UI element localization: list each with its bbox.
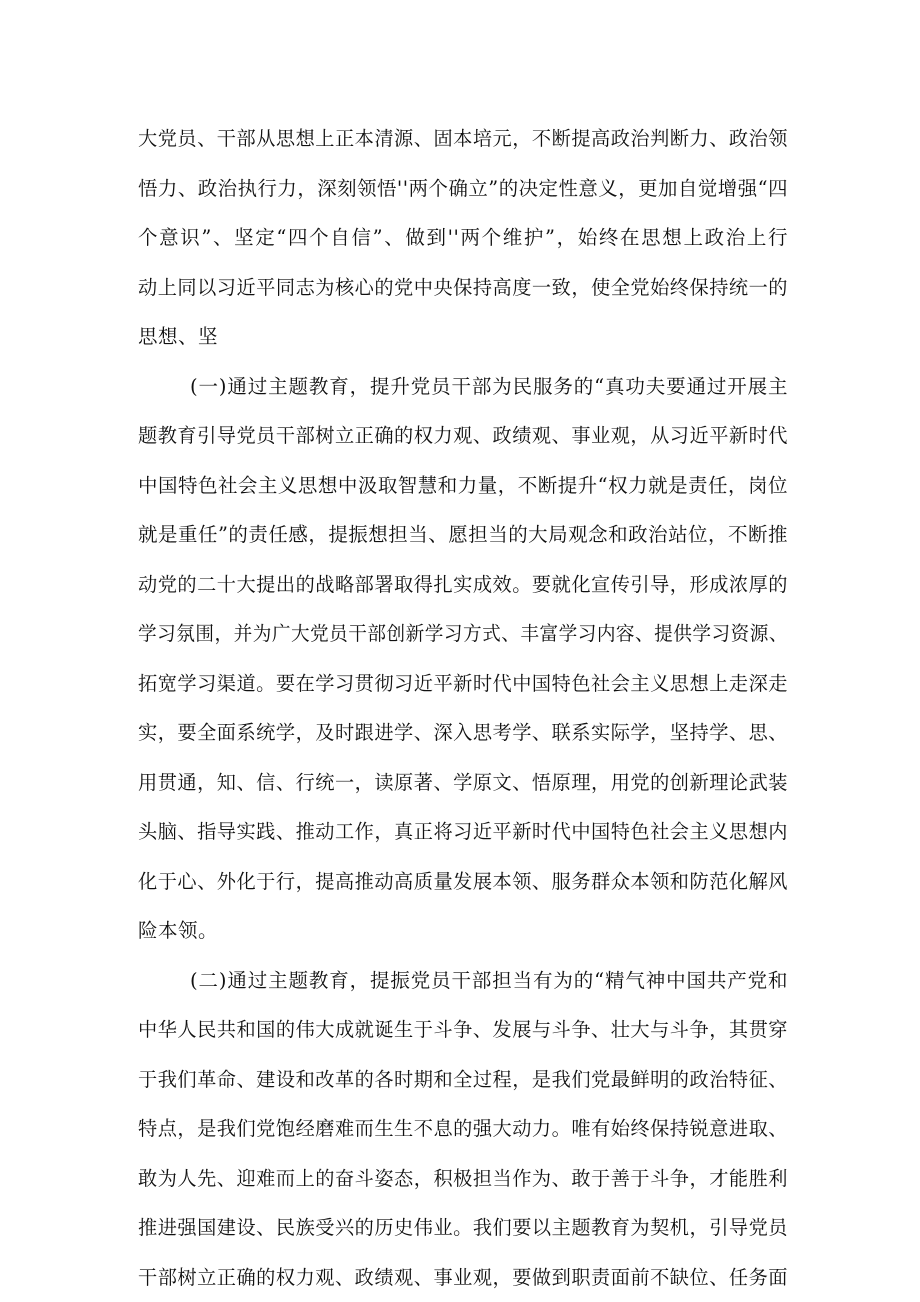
document-body [138, 114, 788, 1302]
text-line: 拓宽学习渠道。要在学习贯彻习近平新时代中国特色社会主义思想上走深走 [138, 659, 788, 709]
text-line-indented: (二)通过主题教育，提振党员干部担当有为的“精气神中国共产党和 [138, 956, 788, 1006]
text-line: 思想、坚 [138, 312, 788, 362]
text-line: 个意识”、坚定“四个自信”、做到''两个维护”，始终在思想上政治上行 [138, 213, 788, 263]
text-line: 于我们革命、建设和改革的各时期和全过程，是我们党最鲜明的政治特征、 [138, 1055, 788, 1105]
text-line: 中华人民共和国的伟大成就诞生于斗争、发展与斗争、壮大与斗争，其贯穿 [138, 1005, 788, 1055]
text-line: 实，要全面系统学，及时跟进学、深入思考学、联系实际学，坚持学、思、 [138, 708, 788, 758]
paragraph-2 [138, 362, 788, 956]
text-line: 动党的二十大提出的战略部署取得扎实成效。要就化宣传引导，形成浓厚的 [138, 560, 788, 610]
text-line: 学习氛围，并为广大党员干部创新学习方式、丰富学习内容、提供学习资源、 [138, 609, 788, 659]
text-line: 动上同以习近平同志为核心的党中央保持高度一致，使全党始终保持统一的 [138, 263, 788, 313]
text-line: 用贯通，知、信、行统一，读原著、学原文、悟原理，用党的创新理论武装 [138, 758, 788, 808]
text-line: 大党员、干部从思想上正本清源、固本培元，不断提高政治判断力、政治领 [138, 114, 788, 164]
text-line: 推进强国建设、民族受兴的历史伟业。我们要以主题教育为契机，引导党员 [138, 1203, 788, 1253]
text-line: 悟力、政治执行力，深刻领悟''两个确立”的决定性意义，更加自觉增强“四 [138, 164, 788, 214]
text-line: 险本领。 [138, 906, 788, 956]
text-line: 头脑、指导实践、推动工作，真正将习近平新时代中国特色社会主义思想内 [138, 807, 788, 857]
text-line: 特点，是我们党饱经磨难而生生不息的强大动力。唯有始终保持锐意进取、 [138, 1104, 788, 1154]
paragraph-1 [138, 114, 788, 362]
text-line: 中国特色社会主义思想中汲取智慧和力量，不断提升“权力就是责任，岗位 [138, 461, 788, 511]
text-line: 干部树立正确的权力观、政绩观、事业观，要做到职责面前不缺位、任务面 [138, 1253, 788, 1302]
text-line-indented: (一)通过主题教育，提升党员干部为民服务的“真功夫要通过开展主 [138, 362, 788, 412]
text-line: 化于心、外化于行，提高推动高质量发展本领、服务群众本领和防范化解风 [138, 857, 788, 907]
text-line: 敢为人先、迎难而上的奋斗姿态，积极担当作为、敢于善于斗争，才能胜利 [138, 1154, 788, 1204]
paragraph-3 [138, 956, 788, 1302]
text-line: 题教育引导党员干部树立正确的权力观、政绩观、事业观，从习近平新时代 [138, 411, 788, 461]
text-line: 就是重任”的责任感，提振想担当、愿担当的大局观念和政治站位，不断推 [138, 510, 788, 560]
